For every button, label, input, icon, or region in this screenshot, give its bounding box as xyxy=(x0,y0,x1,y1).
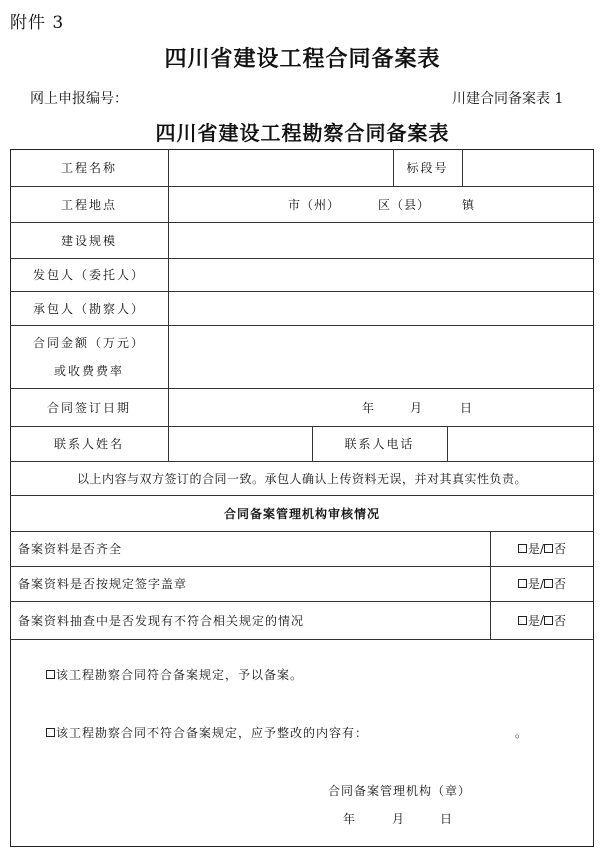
row-divider xyxy=(10,639,594,640)
no-label: 否 xyxy=(554,613,567,628)
contract-amount-label xyxy=(10,325,168,388)
reject-option xyxy=(46,722,368,742)
form-subtitle: 四川省建设工程勘察合同备案表 xyxy=(155,121,450,145)
contact-name-label: 联系人姓名 xyxy=(53,437,124,451)
contact-name-field[interactable] xyxy=(168,426,312,461)
review-item-complete-label: 备案资料是否齐全 xyxy=(18,542,123,556)
review-heading: 合同备案管理机构审核情况 xyxy=(223,506,380,521)
approve-option xyxy=(46,664,303,684)
checkbox-icon[interactable] xyxy=(544,616,553,625)
checkbox-icon[interactable] xyxy=(518,616,527,625)
contact-phone-field[interactable] xyxy=(447,426,594,461)
construction-scale-field[interactable] xyxy=(168,222,594,258)
contract-amount-label-line1: 合同金额（万元） xyxy=(32,335,145,350)
location-district: 区（县） xyxy=(378,197,431,212)
contractor-field[interactable] xyxy=(168,291,594,325)
employer-label: 发包人（委托人） xyxy=(32,268,145,282)
signing-date-month: 月 xyxy=(410,400,424,415)
checkbox-icon[interactable] xyxy=(544,579,553,588)
yes-label: 是 xyxy=(527,542,540,556)
signing-date-label: 合同签订日期 xyxy=(46,400,131,415)
review-item-complete-choice: 是 / 否 xyxy=(490,531,594,566)
project-name-label: 工程名称 xyxy=(60,161,117,175)
approval-date-year: 年 xyxy=(343,811,357,826)
approval-date-day: 日 xyxy=(440,811,454,826)
reject-option-text: 该工程勘察合同不符合备案规定，应予整改的内容有： xyxy=(56,725,369,740)
contractor-label: 承包人（勘察人） xyxy=(32,301,145,316)
section-number-label: 标段号 xyxy=(406,161,449,175)
review-item-signed-choice: 是 / 否 xyxy=(490,566,594,601)
construction-scale-label: 建设规模 xyxy=(60,233,117,248)
contract-amount-label-line2: 或收费费率 xyxy=(53,363,124,378)
location-city: 市（州） xyxy=(288,197,341,212)
project-location-label: 工程地点 xyxy=(60,197,117,212)
declaration-text: 以上内容与双方签订的合同一致。承包人确认上传资料无误，并对其真实性负责。 xyxy=(76,471,527,486)
signing-date-day: 日 xyxy=(460,400,474,415)
yes-label: 是 xyxy=(527,613,540,628)
review-item-noncompliance-label: 备案资料抽查中是否发现有不符合相关规定的情况 xyxy=(18,613,305,628)
approval-date-month: 月 xyxy=(392,811,406,826)
page-title: 四川省建设工程合同备案表 xyxy=(164,47,441,72)
review-item-noncompliance-choice: 是 / 否 xyxy=(490,601,594,639)
review-item-signed-label: 备案资料是否按规定签字盖章 xyxy=(18,577,188,591)
attachment-number: 附件 3 xyxy=(10,13,65,33)
contact-phone-label: 联系人电话 xyxy=(344,437,415,451)
checkbox-icon[interactable] xyxy=(518,544,527,553)
agency-seal-label: 合同备案管理机构（章） xyxy=(328,783,472,798)
online-report-number-label: 网上申报编号： xyxy=(30,91,128,107)
no-label: 否 xyxy=(554,542,567,556)
project-name-field[interactable] xyxy=(168,149,393,186)
checkbox-icon[interactable] xyxy=(544,544,553,553)
location-town: 镇 xyxy=(462,197,476,212)
checkbox-icon[interactable] xyxy=(46,670,55,679)
reject-option-end: 。 xyxy=(515,725,529,740)
signing-date-year: 年 xyxy=(362,400,376,415)
approve-option-text: 该工程勘察合同符合备案规定，予以备案。 xyxy=(56,667,304,682)
contract-amount-field[interactable] xyxy=(168,325,594,388)
form-number: 川建合同备案表 1 xyxy=(452,91,564,107)
checkbox-icon[interactable] xyxy=(518,579,527,588)
no-label: 否 xyxy=(554,577,567,591)
checkbox-icon[interactable] xyxy=(46,728,55,737)
yes-label: 是 xyxy=(527,577,540,591)
section-number-field[interactable] xyxy=(462,149,594,186)
employer-field[interactable] xyxy=(168,258,594,291)
